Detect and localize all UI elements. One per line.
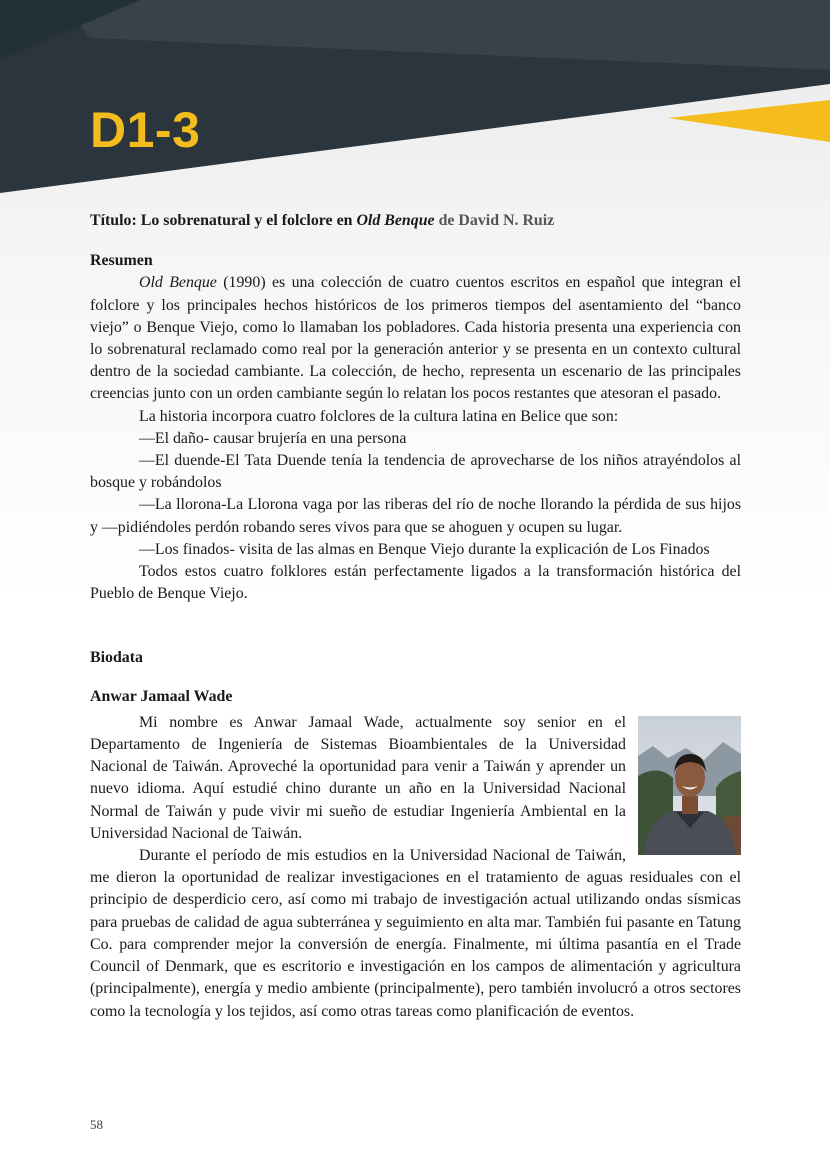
resumen-paragraph-1: Old Benque (1990) es una colección de cuatro cuentos escritos en español que integran el folclore y los principales hechos históricos de los primeros tiempos del asentamiento del “banco viejo” o Benque Viejo, como lo llamaban los pobladores. Cada historia presenta una experiencia con lo sobrenatural reclamado como real por la generación anterior y se presenta en un contexto cultural dentro de la sociedad cambiante. La colección, de hecho, representa un escenario de las principales creencias junto con un orden cambiante según lo relatan los pocos restantes que atesoran el pasado. — [90, 274, 741, 403]
section-code: D1-3 — [90, 102, 201, 158]
folklore-item-finados: —Los finados- visita de las almas en Benque Viejo durante la explicación de Los Finados — [139, 540, 710, 558]
main-content — [90, 210, 741, 1023]
author-photo — [638, 716, 741, 855]
biodata-heading: Biodata — [90, 649, 143, 667]
author-name: Anwar Jamaal Wade — [90, 687, 233, 705]
page-number: 58 — [90, 1117, 103, 1132]
resumen-heading: Resumen — [90, 252, 153, 270]
folklore-item-duende: —El duende-El Tata Duende tenía la tendencia de aprovecharse de los niños atrayéndolos al bosque y robándolos — [90, 452, 741, 492]
biodata-paragraph-2: Durante el período de mis estudios en la Universidad Nacional de Taiwán, me dieron la oportunidad de realizar investigaciones en el tratamiento de aguas residuales con el principio de desperdicio cero, así como mi trabajo de investigación actual utilizando ondas sísmicas para pruebas de calidad de agua subterránea y seguimiento en alta mar. También fui pasante en Tatung Co. para comprender mejor la conversión de energía. Finalmente, mi última pasantía en el Trade Council of Denmark, que es escritorio e investigación en los campos de alimentación y agricultura (principalmente), energía y medio ambiente (principalmente), pero también involucró a otros sectores como la tecnología y los tejidos, así como otras tareas como planificación de eventos. — [90, 847, 741, 1020]
accent-stripe — [668, 100, 830, 142]
biodata-text — [90, 712, 741, 1023]
biodata-paragraph-1: Mi nombre es Anwar Jamaal Wade, actualmente soy senior en el Departamento de Ingeniería de Sistemas Bioambientales de la Universidad Nacional de Taiwán. Aproveché la oportunidad para venir a Taiwán y aprender un nuevo idioma. Aquí estudié chino durante un año en la Universidad Nacional Normal de Taiwán y pude vivir mi sueño de estudiar Ingeniería Ambiental en la Universidad Nacional de Taiwán. — [90, 713, 626, 842]
resumen-paragraph-2: La historia incorpora cuatro folclores de la cultura latina en Belice que son: — [139, 407, 619, 425]
folklore-item-dano: —El daño- causar brujería en una persona — [139, 429, 407, 447]
folklore-item-llorona: —La llorona-La Llorona vaga por las riberas del río de noche llorando la pérdida de sus hijos y —pidiéndoles perdón robando seres vivos para que se ahoguen y ocupen su lugar. — [90, 496, 741, 536]
article-title: Título: Lo sobrenatural y el folclore en Old Benque de David N. Ruiz — [90, 212, 555, 229]
resumen-paragraph-3: Todos estos cuatro folklores están perfectamente ligados a la transformación histórica del Pueblo de Benque Viejo. — [90, 563, 741, 603]
